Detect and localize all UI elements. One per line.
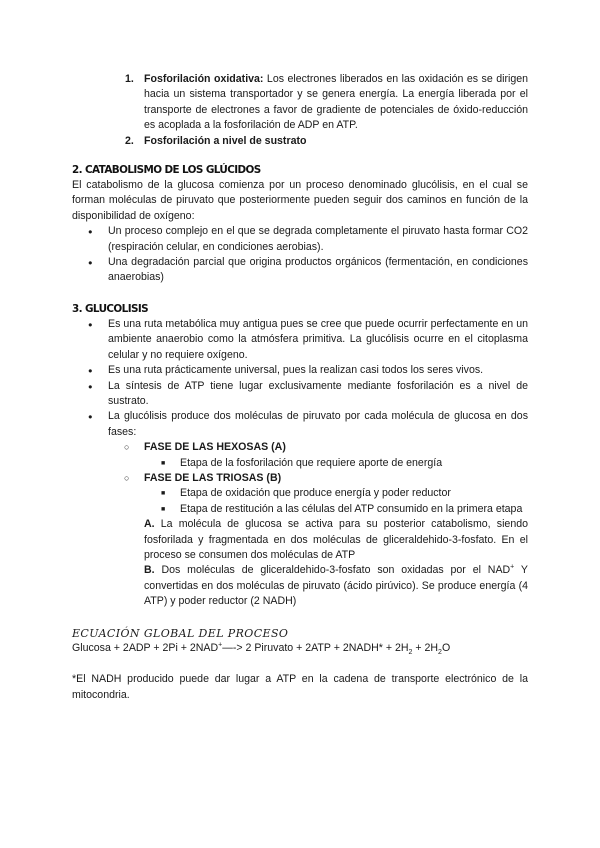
phase-items	[144, 456, 528, 471]
list-item: ● Es una ruta prácticamente universal, pues la realizan casi todos los seres vivos.	[108, 363, 528, 378]
item-text: Los electrones liberados en las oxidación es se dirigen hacia un sistema transportador y se genera energía. La energía liberada por el transporte de electrones a favor de gradiente de potenciales de óxido-reducción es acoplada a la fosforilación de ADP en ATP.	[144, 73, 529, 132]
paragraph-b	[144, 563, 528, 609]
list-item	[108, 409, 528, 609]
nad-plus: +	[510, 563, 515, 571]
section-2-bullets	[72, 224, 528, 286]
phase-item: ■ Etapa de oxidación que produce energía y poder reductor	[180, 486, 528, 501]
numbered-list	[72, 72, 528, 149]
paragraph-a-text: La molécula de glucosa se activa para su posterior catabolismo, siendo fosforilada y fragmentada en dos moléculas de gliceraldehido-3-fosfato. En el proceso se consumen dos moléculas de ATP	[144, 518, 528, 561]
global-equation	[72, 641, 528, 656]
item-title: Fosforilación oxidativa:	[144, 73, 264, 85]
paragraph-a-label: A.	[144, 518, 155, 531]
phase-hexosas	[144, 440, 528, 471]
list-item: ● Es una ruta metabólica muy antigua pues se cree que puede ocurrir perfectamente en un ambiente anaerobio como la atmósfera primitiva. La glucólisis ocurre en el citoplasma celular y no requiere oxígeno.	[108, 317, 528, 363]
paragraph-b-label: B.	[144, 564, 155, 577]
equation-part: O	[441, 642, 451, 654]
phase-triosas	[144, 471, 528, 517]
phase-title: ○ FASE DE LAS HEXOSAS (A)	[144, 441, 286, 453]
phase-items	[144, 486, 528, 517]
paragraph-a	[144, 517, 528, 563]
item-number: 1.	[125, 73, 134, 85]
section-2-intro: El catabolismo de la glucosa comienza por un proceso denominado glucólisis, en el cual se forman moléculas de piruvato que posteriormente pueden seguir dos caminos en función de la disponibilidad de oxígeno:	[72, 179, 528, 222]
item-title: Fosforilación a nivel de sustrato	[144, 134, 307, 147]
equation-part: —-> 2 Piruvato + 2ATP + 2NADH* + 2H	[222, 642, 409, 654]
phase-title: ○ FASE DE LAS TRIOSAS (B)	[144, 472, 281, 484]
equation-title: ECUACIÓN GLOBAL DEL PROCESO	[72, 626, 289, 640]
list-item: ● Un proceso complejo en el que se degrada completamente el piruvato hasta formar CO2 (respiración celular, en condiciones aerobias).	[108, 224, 528, 255]
section-3-bullets	[72, 317, 528, 610]
equation-part: + 2H	[412, 642, 439, 654]
section-3-heading: 3. GLUCOLISIS	[72, 302, 148, 315]
section-2-heading: 2. CATABOLISMO DE LOS GLÚCIDOS	[72, 164, 261, 177]
list-item: ● Una degradación parcial que origina productos orgánicos (fermentación, en condiciones anaerobias)	[108, 255, 528, 286]
footnote: *El NADH producido puede dar lugar a ATP en la cadena de transporte electrónico de la mitocondria.	[72, 673, 528, 701]
document-content	[72, 72, 528, 703]
phase-item: ■ Etapa de la fosforilación que requiere aporte de energía	[180, 456, 528, 471]
equation-sup: +	[218, 641, 223, 649]
paragraph-b-text: Dos moléculas de gliceraldehido-3-fosfato son oxidadas por el NAD	[154, 564, 511, 577]
list-item: ● La síntesis de ATP tiene lugar exclusivamente mediante fosforilación es a nivel de sustrato.	[108, 379, 528, 410]
numbered-item-2	[125, 134, 528, 149]
phase-list	[108, 440, 528, 517]
equation-part: Glucosa + 2ADP + 2Pi + 2NAD	[72, 642, 219, 654]
phase-item: ■ Etapa de restitución a las células del ATP consumido en la primera etapa	[180, 502, 528, 517]
equation-sub: 2	[438, 649, 442, 657]
item-number: 2.	[125, 134, 134, 147]
paragraph-b-text-2: Y convertidas en dos moléculas de piruvato (ácido pirúvico). Se produce energía (4 ATP) y poder reductor (2 NADH)	[144, 564, 528, 608]
list-item-text: La glucólisis produce dos moléculas de piruvato por cada molécula de glucosa en dos fases:	[108, 410, 528, 438]
equation-sub: 2	[408, 649, 413, 657]
numbered-item-1	[125, 72, 529, 134]
